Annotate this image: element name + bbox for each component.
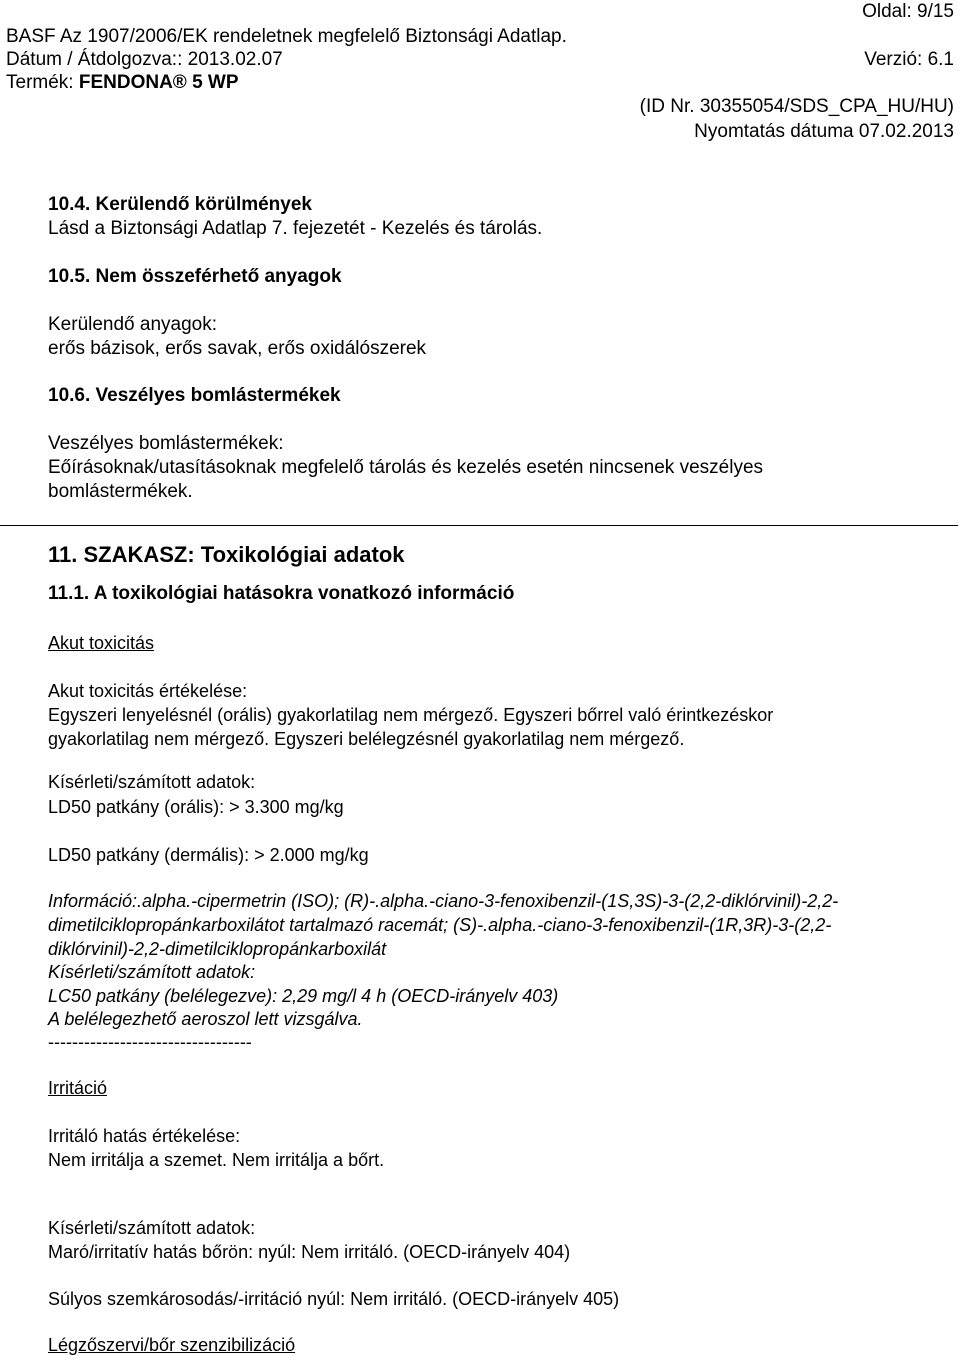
irritation-exp-label: Kísérleti/számított adatok: — [48, 1218, 256, 1238]
dash-separator: ---------------------------------- — [48, 1032, 252, 1052]
irritation-eval: Nem irritálja a szemet. Nem irritálja a bőrt. — [48, 1150, 385, 1170]
document-id: (ID Nr. 30355054/SDS_CPA_HU/HU) — [639, 96, 954, 117]
info-line-1: Információ:.alpha.-cipermetrin (ISO); (R)-.alpha.-ciano-3-fenoxibenzil-(1S,3S)-3-(2,2-diklórvinil)-2,2- — [48, 891, 839, 911]
eye-irritation: Súlyos szemkárosodás/-irritáció nyúl: Nem irritáló. (OECD-irányelv 405) — [48, 1289, 620, 1309]
section-divider — [0, 525, 958, 526]
info-exp-label: Kísérleti/számított adatok: — [48, 962, 256, 982]
acute-eval-label: Akut toxicitás értékelése: — [48, 681, 248, 701]
acute-eval-line-2: gyakorlatilag nem mérgező. Egyszeri belélegzésnél gyakorlatilag nem mérgező. — [48, 729, 685, 749]
page-number: Oldal: 9/15 — [862, 1, 954, 22]
product-line — [6, 72, 239, 94]
section-10-4-text: Lásd a Biztonsági Adatlap 7. fejezetét - Kezelés és tárolás. — [48, 218, 543, 239]
lc50-inhalation: LC50 patkány (belélegezve): 2,29 mg/l 4 h (OECD-irányelv 403) — [48, 986, 559, 1006]
version: Verzió: 6.1 — [864, 49, 954, 70]
section-11-title: 11. SZAKASZ: Toxikológiai adatok — [48, 542, 405, 567]
section-11-1-title: 11.1. A toxikológiai hatásokra vonatkozó információ — [48, 583, 515, 604]
irritation-eval-label: Irritáló hatás értékelése: — [48, 1126, 241, 1146]
section-10-5-title: 10.5. Nem összeférhető anyagok — [48, 266, 342, 287]
section-10-6-title: 10.6. Veszélyes bomlástermékek — [48, 385, 341, 406]
regulation-line: BASF Az 1907/2006/EK rendeletnek megfelelő Biztonsági Adatlap. — [6, 26, 567, 47]
acute-exp-label: Kísérleti/számított adatok: — [48, 772, 256, 792]
ld50-oral: LD50 patkány (orális): > 3.300 mg/kg — [48, 797, 344, 817]
irritation-heading: Irritáció — [48, 1078, 108, 1098]
skin-irritation: Maró/irritatív hatás bőrön: nyúl: Nem irritáló. (OECD-irányelv 404) — [48, 1242, 571, 1262]
section-10-5-label: Kerülendő anyagok: — [48, 314, 218, 335]
info-line-3: diklórvinil)-2,2-dimetilciklopropánkarboxilát — [48, 939, 387, 959]
product-name: FENDONA® 5 WP — [78, 72, 239, 93]
section-10-6-text-1: Eőírásoknak/utasításoknak megfelelő tárolás és kezelés esetén nincsenek veszélyes — [48, 457, 764, 478]
print-date: Nyomtatás dátuma 07.02.2013 — [694, 121, 954, 142]
section-10-6-text-2: bomlástermékek. — [48, 481, 193, 502]
section-10-6-label: Veszélyes bomlástermékek: — [48, 433, 284, 454]
section-10-4-title: 10.4. Kerülendő körülmények — [48, 194, 312, 215]
section-10-5-text: erős bázisok, erős savak, erős oxidálószerek — [48, 338, 427, 359]
revision-date: Dátum / Átdolgozva:: 2013.02.07 — [6, 49, 283, 70]
ld50-dermal: LD50 patkány (dermális): > 2.000 mg/kg — [48, 845, 369, 865]
sensitization-heading: Légzőszervi/bőr szenzibilizáció — [48, 1335, 296, 1355]
product-label: Termék: — [6, 72, 79, 93]
acute-eval-line-1: Egyszeri lenyelésnél (orális) gyakorlatilag nem mérgező. Egyszeri bőrrel való érintkezéskor — [48, 705, 774, 725]
acute-toxicity-heading: Akut toxicitás — [48, 633, 155, 653]
info-line-2: dimetilciklopropánkarboxilátot tartalmazó racemát; (S)-.alpha.-ciano-3-fenoxibenzil-(1R,3R)-3-(2,2- — [48, 915, 832, 935]
aerosol-note: A belélegezhető aeroszol lett vizsgálva. — [48, 1009, 363, 1029]
